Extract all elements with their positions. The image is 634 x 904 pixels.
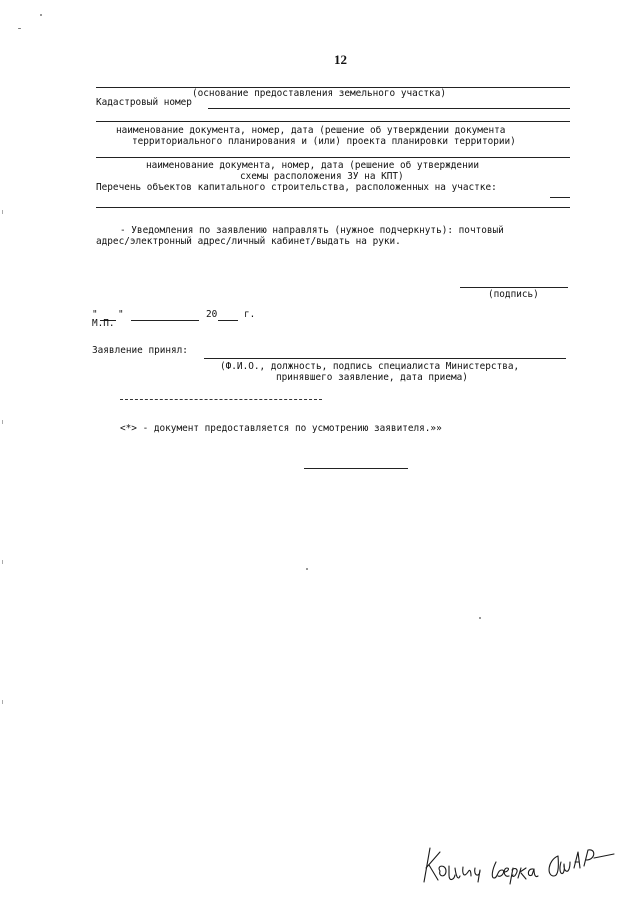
scan-speck [479,617,481,619]
planning-doc-caption-line2: территориального планирования и (или) проекта планировки территории) [132,136,516,147]
scheme-doc-caption-line1: наименование документа, номер, дата (решение об утверждении [146,160,480,171]
scan-speck [40,14,42,16]
scan-speck [306,568,308,570]
date-year-suffix: г. [244,309,256,320]
signature-line [460,287,568,288]
notification-line1: - Уведомления по заявлению направлять (нужное подчеркнуть): почтовый [120,225,504,236]
notification-line2: адрес/электронный адрес/личный кабинет/выдать на руки. [96,236,401,247]
signature-caption: (подпись) [488,289,539,300]
date-year-field [218,320,238,321]
date-month-field [131,320,199,321]
cadastral-number-field [208,108,570,109]
scan-edge-mark [2,420,3,424]
land-basis-caption: (основание предоставления земельного участка) [192,88,446,99]
stamp-label: М.П. [92,318,115,329]
scheme-doc-caption-line2: схемы расположения ЗУ на КПТ) [240,171,404,182]
cadastral-number-label: Кадастровый номер [96,97,192,108]
scan-edge-mark [2,560,3,564]
footnote-text: <*> - документ предоставляется по усмотрению заявителя.»» [120,423,442,434]
scan-speck [18,28,21,29]
official-caption-line1: (Ф.И.О., должность, подпись специалиста Министерства, [220,361,520,372]
planning-doc-caption-line1: наименование документа, номер, дата (решение об утверждении документа [116,125,506,136]
planning-doc-line [96,121,570,122]
capital-objects-label: Перечень объектов капитального строительства, расположенных на участке: [96,182,497,193]
scheme-doc-line [96,157,570,158]
handwritten-certification [418,838,628,888]
scan-edge-mark [2,700,3,704]
scan-edge-mark [2,210,3,214]
official-caption-line2: принявшего заявление, дата приема) [276,372,468,383]
date-quote-open: " [92,309,98,320]
page-number: 12 [334,52,347,67]
accepted-label: Заявление принял: [92,345,188,356]
date-year-prefix: 20 [206,309,218,320]
end-line [304,468,408,469]
accepted-field [204,358,566,359]
capital-objects-field [550,197,570,198]
footnote-separator [120,399,322,400]
capital-objects-line [96,207,570,208]
date-quote-close: " [118,309,124,320]
